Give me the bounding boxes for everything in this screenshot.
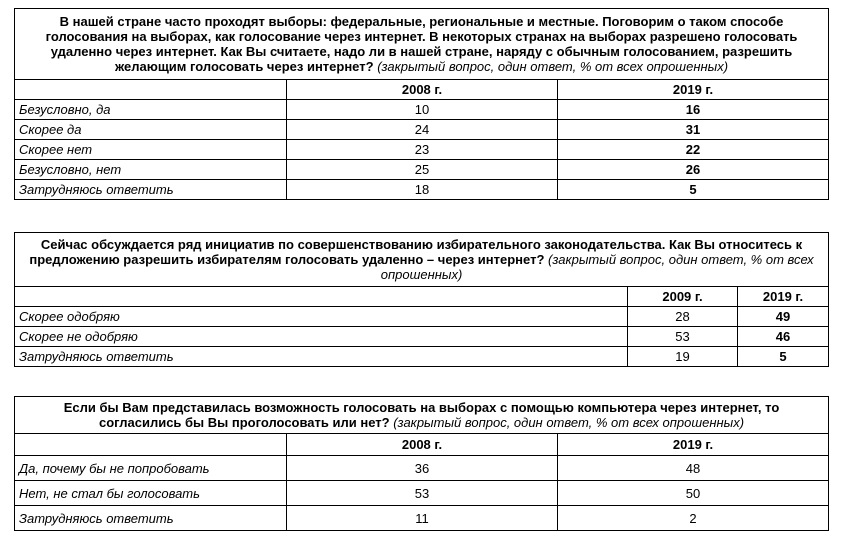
survey-table-3 [14, 396, 829, 531]
row-label: Затрудняюсь ответить [15, 347, 628, 367]
row-label: Скорее не одобряю [15, 327, 628, 347]
row-value: 5 [738, 347, 829, 367]
row-value: 2 [558, 506, 829, 531]
question-text: В нашей стране часто проходят выборы: федеральные, региональные и местные. Поговорим о таком способе голосования на выборах, как голосование через интернет. В некоторых странах на выборах разрешено голосовать удаленно через интернет. Как Вы считаете, надо ли в нашей стране, наряду с обычным голосованием, разрешить желающим голосовать через интернет? [45, 14, 798, 74]
row-value: 53 [628, 327, 738, 347]
row-label: Безусловно, нет [15, 160, 287, 180]
table-row [15, 506, 829, 531]
row-value: 25 [287, 160, 558, 180]
table-row [15, 347, 829, 367]
table-row [15, 481, 829, 506]
row-value: 24 [287, 120, 558, 140]
table-row [15, 456, 829, 481]
question-text: Сейчас обсуждается ряд инициатив по совершенствованию избирательного законодательства. Как Вы относитесь к предложению разрешить избирателям голосовать удаленно – через интернет? [29, 237, 803, 267]
question-note: (закрытый вопрос, один ответ, % от всех опрошенных) [380, 252, 814, 282]
row-label: Нет, не стал бы голосовать [15, 481, 287, 506]
row-value: 11 [287, 506, 558, 531]
table-row [15, 160, 829, 180]
column-header: 2019 г. [738, 287, 829, 307]
row-value: 48 [558, 456, 829, 481]
column-header: 2019 г. [558, 80, 829, 100]
column-header: 2008 г. [287, 434, 558, 456]
row-value: 10 [287, 100, 558, 120]
row-label: Безусловно, да [15, 100, 287, 120]
column-header: 2008 г. [287, 80, 558, 100]
header-empty [15, 287, 628, 307]
survey-table-1 [14, 8, 829, 200]
column-header: 2009 г. [628, 287, 738, 307]
column-header: 2019 г. [558, 434, 829, 456]
row-label: Скорее одобряю [15, 307, 628, 327]
row-value: 31 [558, 120, 829, 140]
row-value: 46 [738, 327, 829, 347]
row-value: 19 [628, 347, 738, 367]
row-value: 49 [738, 307, 829, 327]
row-value: 5 [558, 180, 829, 200]
survey-table-2 [14, 232, 829, 367]
table-2-question [15, 233, 829, 287]
row-label: Затрудняюсь ответить [15, 180, 287, 200]
row-label: Скорее да [15, 120, 287, 140]
row-value: 36 [287, 456, 558, 481]
table-row [15, 100, 829, 120]
header-empty [15, 434, 287, 456]
table-row [15, 140, 829, 160]
row-value: 18 [287, 180, 558, 200]
row-value: 50 [558, 481, 829, 506]
row-label: Да, почему бы не попробовать [15, 456, 287, 481]
row-label: Скорее нет [15, 140, 287, 160]
question-text: Если бы Вам представилась возможность голосовать на выборах с помощью компьютера через интернет, то согласились бы Вы проголосовать или нет? [63, 400, 780, 430]
row-value: 22 [558, 140, 829, 160]
table-row [15, 307, 829, 327]
row-value: 53 [287, 481, 558, 506]
row-value: 23 [287, 140, 558, 160]
table-1-question [15, 9, 829, 80]
table-3-question [15, 397, 829, 434]
question-note: (закрытый вопрос, один ответ, % от всех опрошенных) [377, 59, 729, 74]
row-value: 28 [628, 307, 738, 327]
row-label: Затрудняюсь ответить [15, 506, 287, 531]
row-value: 16 [558, 100, 829, 120]
table-row [15, 120, 829, 140]
table-row [15, 327, 829, 347]
question-note: (закрытый вопрос, один ответ, % от всех опрошенных) [393, 415, 745, 430]
row-value: 26 [558, 160, 829, 180]
header-empty [15, 80, 287, 100]
table-row [15, 180, 829, 200]
